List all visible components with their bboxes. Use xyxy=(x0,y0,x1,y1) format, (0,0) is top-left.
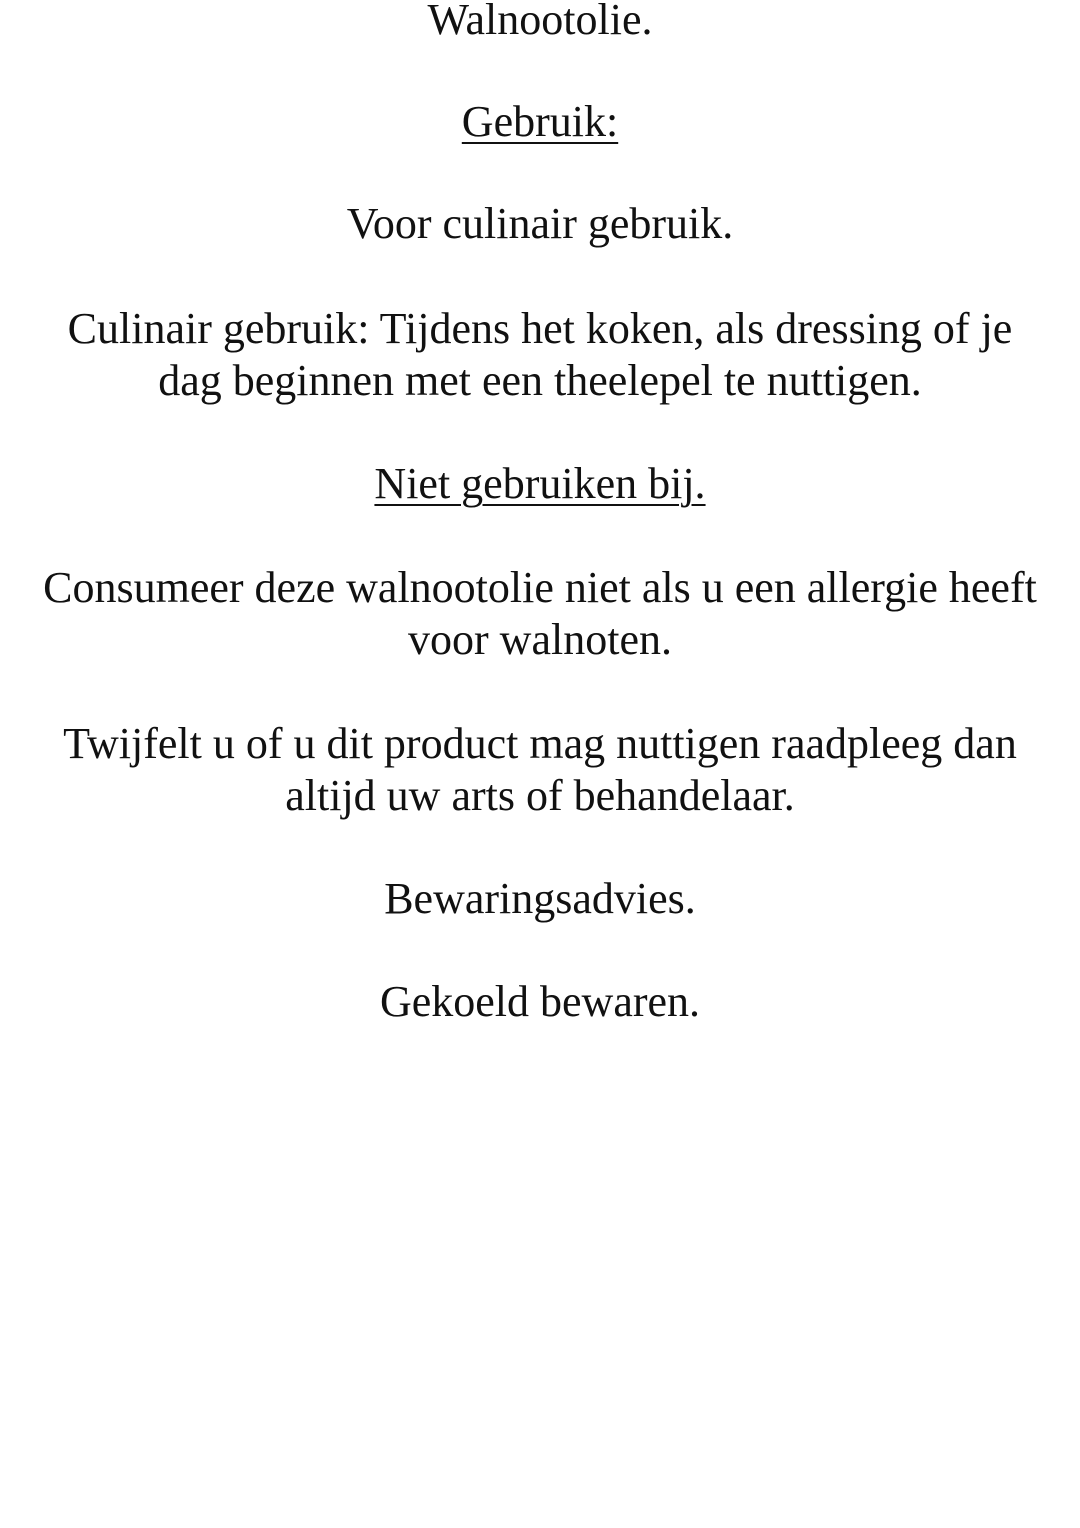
culinary-text-line-2: dag beginnen met een theelepel te nuttigen. xyxy=(158,356,922,405)
document-title: Walnootolie. xyxy=(427,0,653,44)
culinary-text-line-1: Culinair gebruik: Tijdens het koken, als dressing of je xyxy=(67,304,1013,353)
not-use-heading: Niet gebruiken bij. xyxy=(374,459,706,508)
storage-heading: Bewaringsadvies. xyxy=(384,874,696,923)
storage-text: Gekoeld bewaren. xyxy=(379,977,701,1026)
doubt-text-line-1: Twijfelt u of u dit product mag nuttigen raadpleeg dan xyxy=(63,719,1017,768)
allergy-text-line-2: voor walnoten. xyxy=(408,615,672,664)
not-use-heading-row xyxy=(0,458,1080,510)
usage-text: Voor culinair gebruik. xyxy=(346,199,734,248)
allergy-text-line-1: Consumeer deze walnootolie niet als u een allergie heeft xyxy=(43,563,1037,612)
doubt-text-line-2: altijd uw arts of behandelaar. xyxy=(285,771,795,820)
usage-heading: Gebruik: xyxy=(461,97,619,146)
usage-heading-row xyxy=(0,96,1080,148)
